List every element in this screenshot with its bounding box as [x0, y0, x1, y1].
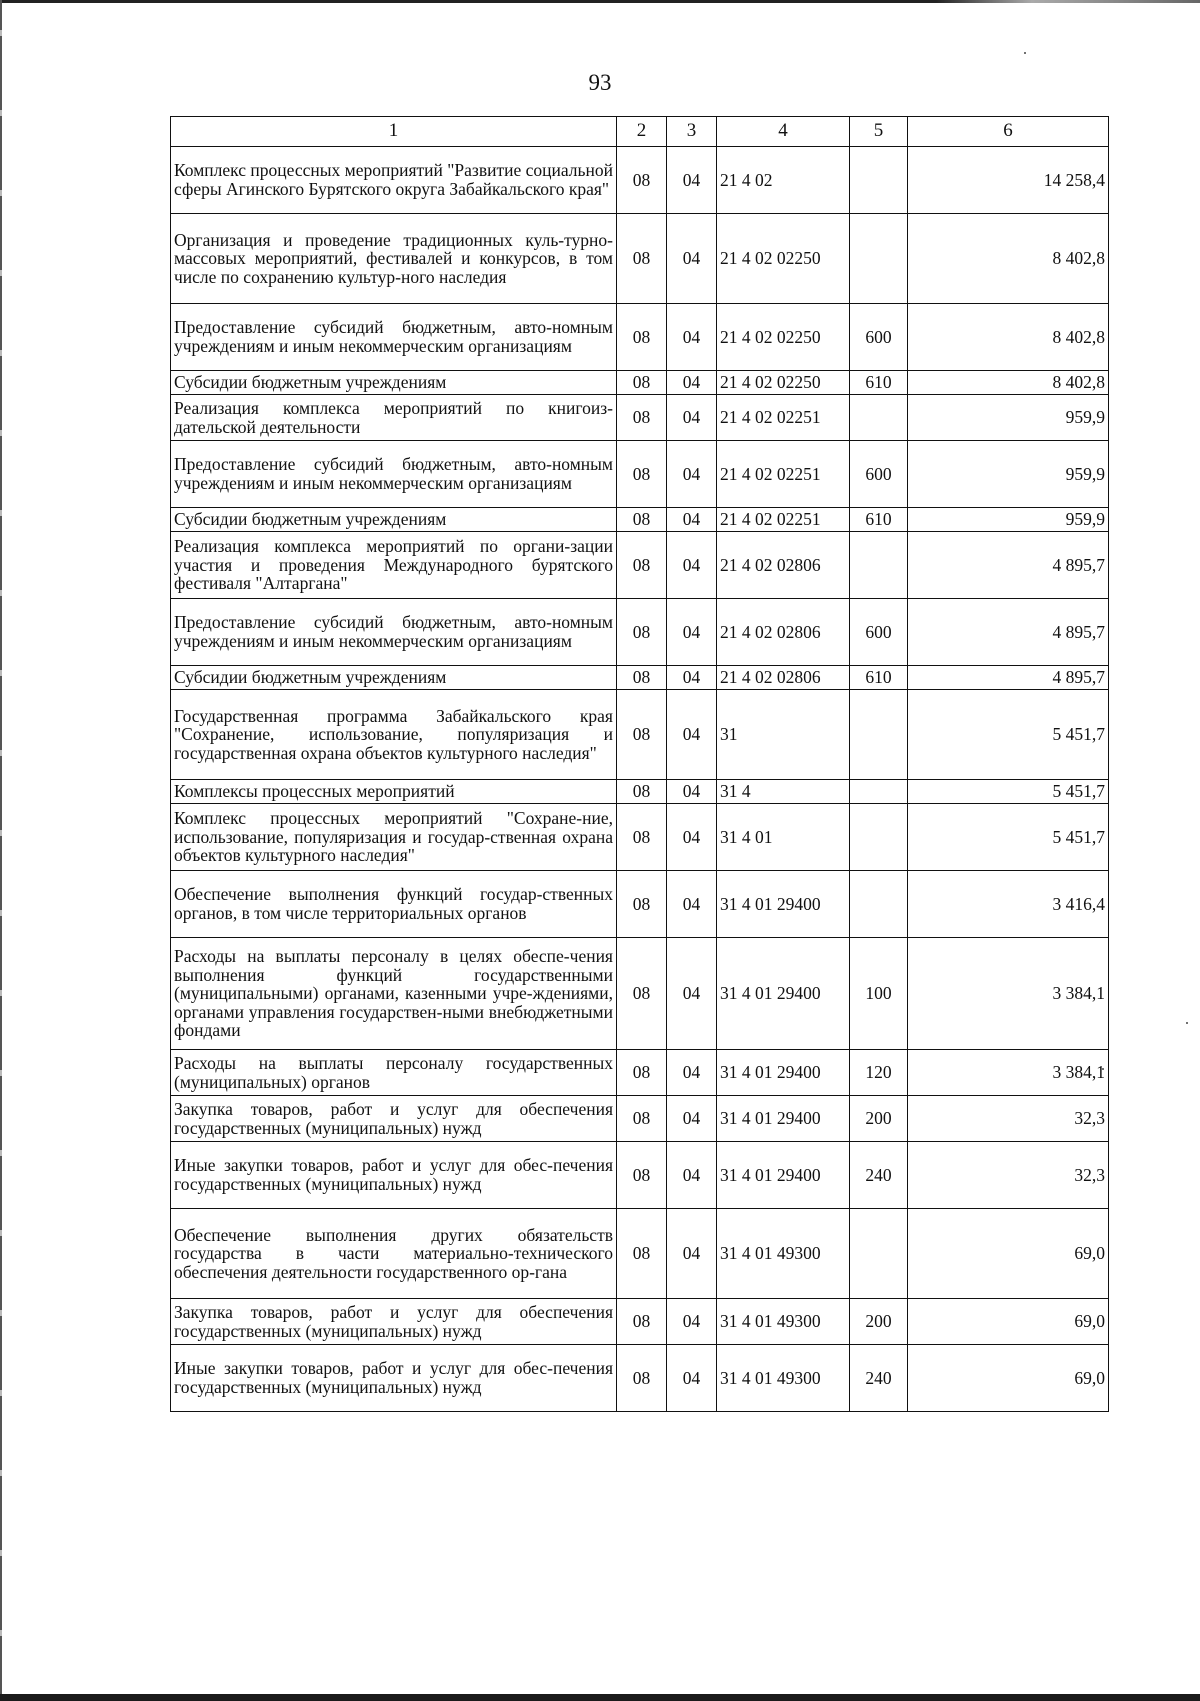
- table-row: [171, 441, 1109, 508]
- amount-cell: 4 895,7: [908, 599, 1109, 666]
- subsection-code-cell: 04: [667, 147, 717, 214]
- expense-type-cell: 610: [850, 666, 908, 690]
- subsection-code-cell: 04: [667, 214, 717, 304]
- scan-speck: [1024, 52, 1026, 54]
- amount-cell: 4 895,7: [908, 532, 1109, 599]
- table-row: [171, 804, 1109, 871]
- target-article-cell: 21 4 02 02251: [717, 508, 850, 532]
- section-code-cell: 08: [617, 804, 667, 871]
- table-row: [171, 1299, 1109, 1345]
- section-code-cell: 08: [617, 532, 667, 599]
- scan-speck: [1186, 1022, 1188, 1024]
- subsection-code-cell: 04: [667, 532, 717, 599]
- amount-cell: 5 451,7: [908, 780, 1109, 804]
- target-article-cell: 31 4 01 49300: [717, 1209, 850, 1299]
- target-article-cell: 31 4 01 29400: [717, 1142, 850, 1209]
- table-row: [171, 1209, 1109, 1299]
- item-name-cell: Субсидии бюджетным учреждениям: [171, 508, 617, 532]
- target-article-cell: 21 4 02 02806: [717, 599, 850, 666]
- item-name-cell: Обеспечение выполнения функций государ-ственных органов, в том числе территориальных органов: [171, 871, 617, 938]
- section-code-cell: 08: [617, 508, 667, 532]
- expense-type-cell: 120: [850, 1050, 908, 1096]
- amount-cell: 5 451,7: [908, 690, 1109, 780]
- subsection-code-cell: 04: [667, 508, 717, 532]
- table-body: [171, 117, 1109, 1412]
- target-article-cell: 21 4 02 02250: [717, 371, 850, 395]
- scan-edge-left: [0, 0, 2, 1701]
- amount-cell: 8 402,8: [908, 371, 1109, 395]
- subsection-code-cell: 04: [667, 1299, 717, 1345]
- table-header-row: [171, 117, 1109, 147]
- subsection-code-cell: 04: [667, 371, 717, 395]
- expense-type-cell: 200: [850, 1096, 908, 1142]
- column-header: 1: [171, 117, 617, 147]
- target-article-cell: 31: [717, 690, 850, 780]
- amount-cell: 3 384,1: [908, 1050, 1109, 1096]
- expense-type-cell: 100: [850, 938, 908, 1050]
- target-article-cell: 31 4 01 29400: [717, 871, 850, 938]
- item-name-cell: Комплекс процессных мероприятий "Развитие социальной сферы Агинского Бурятского округа Забайкальского края": [171, 147, 617, 214]
- target-article-cell: 31 4 01 29400: [717, 938, 850, 1050]
- section-code-cell: 08: [617, 395, 667, 441]
- target-article-cell: 21 4 02 02806: [717, 666, 850, 690]
- subsection-code-cell: 04: [667, 599, 717, 666]
- amount-cell: 32,3: [908, 1142, 1109, 1209]
- section-code-cell: 08: [617, 1345, 667, 1412]
- table-row: [171, 1096, 1109, 1142]
- target-article-cell: 21 4 02: [717, 147, 850, 214]
- table-row: [171, 599, 1109, 666]
- target-article-cell: 21 4 02 02250: [717, 304, 850, 371]
- section-code-cell: 08: [617, 1096, 667, 1142]
- table-row: [171, 938, 1109, 1050]
- table-row: [171, 1345, 1109, 1412]
- subsection-code-cell: 04: [667, 804, 717, 871]
- table-row: [171, 508, 1109, 532]
- subsection-code-cell: 04: [667, 1096, 717, 1142]
- subsection-code-cell: 04: [667, 871, 717, 938]
- column-header: 4: [717, 117, 850, 147]
- amount-cell: 69,0: [908, 1209, 1109, 1299]
- expense-type-cell: 240: [850, 1142, 908, 1209]
- expense-type-cell: 600: [850, 599, 908, 666]
- item-name-cell: Реализация комплекса мероприятий по органи-зации участия и проведения Международного бурятского фестиваля "Алтаргана": [171, 532, 617, 599]
- page-number: 93: [588, 70, 612, 95]
- subsection-code-cell: 04: [667, 938, 717, 1050]
- amount-cell: 3 416,4: [908, 871, 1109, 938]
- item-name-cell: Комплексы процессных мероприятий: [171, 780, 617, 804]
- scan-edge-top: [0, 0, 1200, 3]
- section-code-cell: 08: [617, 1142, 667, 1209]
- item-name-cell: Государственная программа Забайкальского края "Сохранение, использование, популяризация и государственная охрана объектов культурного наследия": [171, 690, 617, 780]
- section-code-cell: 08: [617, 599, 667, 666]
- column-header: 5: [850, 117, 908, 147]
- section-code-cell: 08: [617, 780, 667, 804]
- amount-cell: 69,0: [908, 1299, 1109, 1345]
- amount-cell: 959,9: [908, 508, 1109, 532]
- item-name-cell: Субсидии бюджетным учреждениям: [171, 371, 617, 395]
- section-code-cell: 08: [617, 938, 667, 1050]
- expense-type-cell: [850, 532, 908, 599]
- target-article-cell: 21 4 02 02251: [717, 441, 850, 508]
- item-name-cell: Предоставление субсидий бюджетным, авто-номным учреждениям и иным некоммерческим организациям: [171, 441, 617, 508]
- table-row: [171, 690, 1109, 780]
- expense-type-cell: 610: [850, 508, 908, 532]
- expense-type-cell: [850, 780, 908, 804]
- target-article-cell: 31 4 01 49300: [717, 1345, 850, 1412]
- item-name-cell: Предоставление субсидий бюджетным, авто-номным учреждениям и иным некоммерческим организациям: [171, 304, 617, 371]
- amount-cell: 3 384,1: [908, 938, 1109, 1050]
- table-row: [171, 395, 1109, 441]
- item-name-cell: Расходы на выплаты персоналу в целях обеспе-чения выполнения функций государственными (муниципальными) органами, казенными учре-ждениями, органами управления государствен-ными внебюджетными фондами: [171, 938, 617, 1050]
- item-name-cell: Расходы на выплаты персоналу государственных (муниципальных) органов: [171, 1050, 617, 1096]
- item-name-cell: Иные закупки товаров, работ и услуг для обес-печения государственных (муниципальных) нужд: [171, 1142, 617, 1209]
- target-article-cell: 31 4 01: [717, 804, 850, 871]
- subsection-code-cell: 04: [667, 1142, 717, 1209]
- amount-cell: 959,9: [908, 441, 1109, 508]
- item-name-cell: Субсидии бюджетным учреждениям: [171, 666, 617, 690]
- item-name-cell: Закупка товаров, работ и услуг для обеспечения государственных (муниципальных) нужд: [171, 1096, 617, 1142]
- section-code-cell: 08: [617, 666, 667, 690]
- expense-type-cell: [850, 871, 908, 938]
- amount-cell: 14 258,4: [908, 147, 1109, 214]
- table-row: [171, 871, 1109, 938]
- table-row: [171, 147, 1109, 214]
- table-row: [171, 666, 1109, 690]
- subsection-code-cell: 04: [667, 1050, 717, 1096]
- expense-type-cell: 610: [850, 371, 908, 395]
- subsection-code-cell: 04: [667, 441, 717, 508]
- target-article-cell: 31 4: [717, 780, 850, 804]
- target-article-cell: 21 4 02 02251: [717, 395, 850, 441]
- scan-edge-bottom: [0, 1694, 1200, 1701]
- expense-type-cell: [850, 1209, 908, 1299]
- amount-cell: 32,3: [908, 1096, 1109, 1142]
- section-code-cell: 08: [617, 304, 667, 371]
- table-row: [171, 1050, 1109, 1096]
- subsection-code-cell: 04: [667, 304, 717, 371]
- column-header: 6: [908, 117, 1109, 147]
- target-article-cell: 31 4 01 29400: [717, 1096, 850, 1142]
- expense-type-cell: [850, 147, 908, 214]
- section-code-cell: 08: [617, 690, 667, 780]
- amount-cell: 69,0: [908, 1345, 1109, 1412]
- section-code-cell: 08: [617, 1209, 667, 1299]
- amount-cell: 4 895,7: [908, 666, 1109, 690]
- target-article-cell: 21 4 02 02250: [717, 214, 850, 304]
- expense-type-cell: 600: [850, 304, 908, 371]
- expense-type-cell: 600: [850, 441, 908, 508]
- subsection-code-cell: 04: [667, 395, 717, 441]
- section-code-cell: 08: [617, 441, 667, 508]
- table-row: [171, 780, 1109, 804]
- section-code-cell: 08: [617, 371, 667, 395]
- item-name-cell: Реализация комплекса мероприятий по книгоиз-дательской деятельности: [171, 395, 617, 441]
- target-article-cell: 31 4 01 49300: [717, 1299, 850, 1345]
- item-name-cell: Иные закупки товаров, работ и услуг для обес-печения государственных (муниципальных) нужд: [171, 1345, 617, 1412]
- table-row: [171, 214, 1109, 304]
- expense-type-cell: [850, 804, 908, 871]
- item-name-cell: Организация и проведение традиционных куль-турно-массовых мероприятий, фестивалей и конкурсов, в том числе по сохранению культур-ного наследия: [171, 214, 617, 304]
- amount-cell: 959,9: [908, 395, 1109, 441]
- table-row: [171, 532, 1109, 599]
- target-article-cell: 21 4 02 02806: [717, 532, 850, 599]
- expense-type-cell: 200: [850, 1299, 908, 1345]
- item-name-cell: Обеспечение выполнения других обязательств государства в части материально-технического обеспечения деятельности государственного ор-гана: [171, 1209, 617, 1299]
- subsection-code-cell: 04: [667, 1209, 717, 1299]
- expense-type-cell: [850, 395, 908, 441]
- expense-type-cell: [850, 214, 908, 304]
- section-code-cell: 08: [617, 214, 667, 304]
- subsection-code-cell: 04: [667, 666, 717, 690]
- item-name-cell: Закупка товаров, работ и услуг для обеспечения государственных (муниципальных) нужд: [171, 1299, 617, 1345]
- item-name-cell: Предоставление субсидий бюджетным, авто-номным учреждениям и иным некоммерческим организациям: [171, 599, 617, 666]
- table-row: [171, 371, 1109, 395]
- section-code-cell: 08: [617, 1050, 667, 1096]
- amount-cell: 8 402,8: [908, 214, 1109, 304]
- amount-cell: 8 402,8: [908, 304, 1109, 371]
- section-code-cell: 08: [617, 871, 667, 938]
- table-row: [171, 1142, 1109, 1209]
- expense-type-cell: 240: [850, 1345, 908, 1412]
- section-code-cell: 08: [617, 1299, 667, 1345]
- section-code-cell: 08: [617, 147, 667, 214]
- subsection-code-cell: 04: [667, 690, 717, 780]
- table-row: [171, 304, 1109, 371]
- column-header: 2: [617, 117, 667, 147]
- expense-type-cell: [850, 690, 908, 780]
- item-name-cell: Комплекс процессных мероприятий "Сохране-ние, использование, популяризация и государ-ственная охрана объектов культурного наследия": [171, 804, 617, 871]
- amount-cell: 5 451,7: [908, 804, 1109, 871]
- column-header: 3: [667, 117, 717, 147]
- subsection-code-cell: 04: [667, 780, 717, 804]
- budget-table: [170, 116, 1109, 1412]
- target-article-cell: 31 4 01 29400: [717, 1050, 850, 1096]
- subsection-code-cell: 04: [667, 1345, 717, 1412]
